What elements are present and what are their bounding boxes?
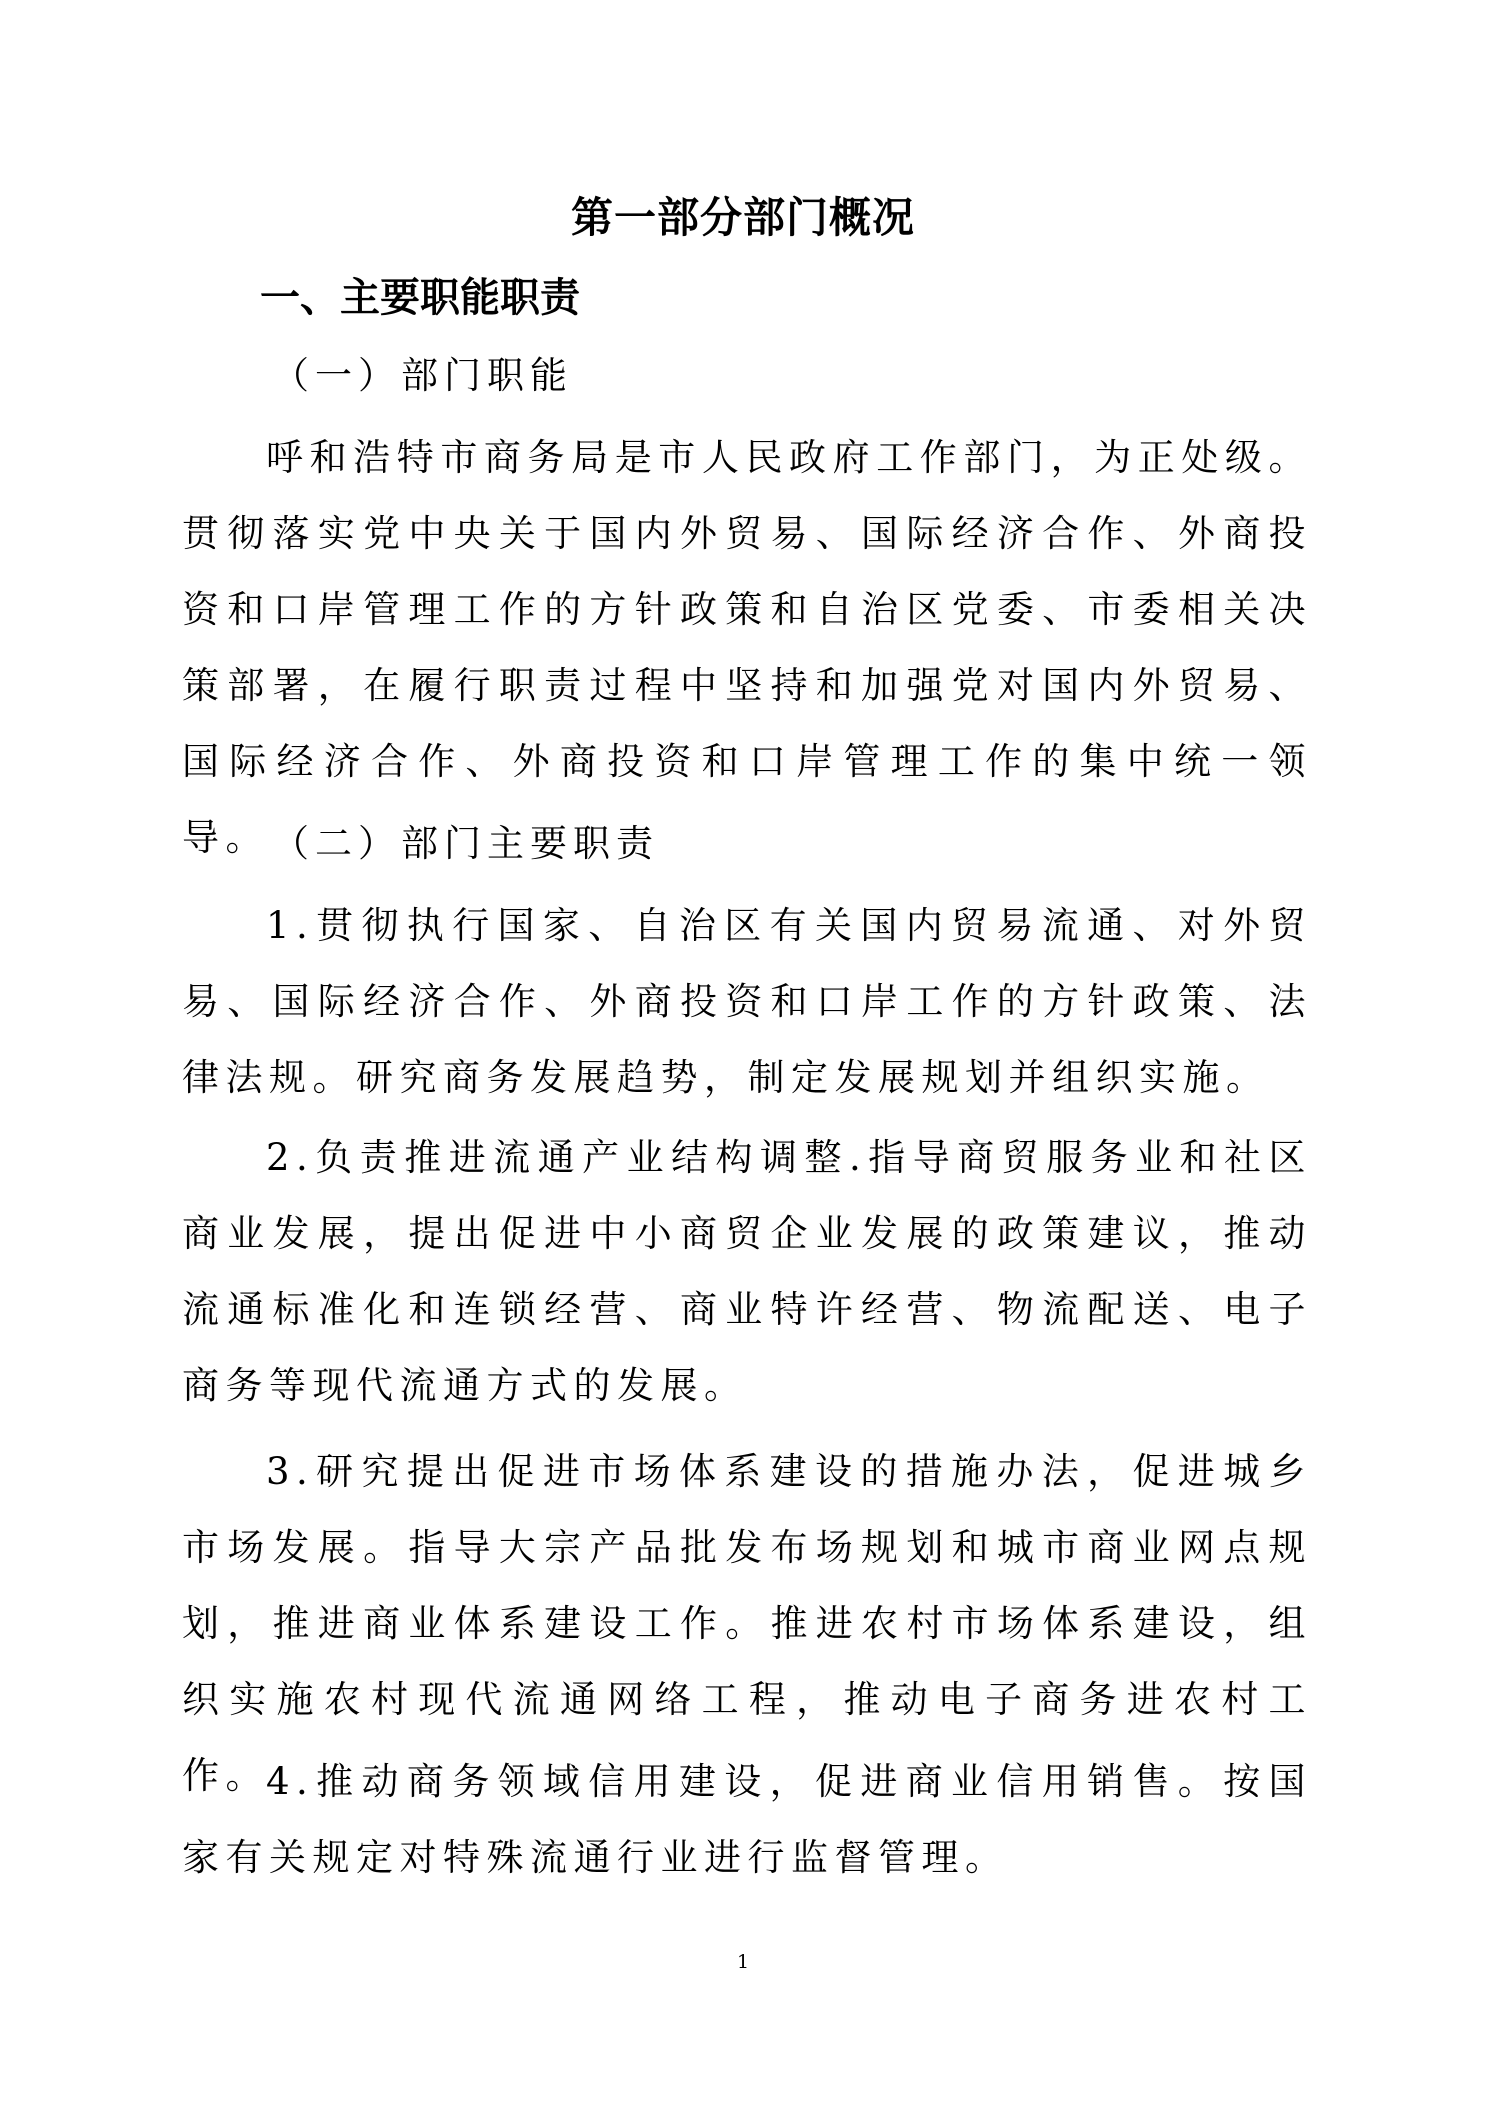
duty-paragraph-3: 3.研究提出促进市场体系建设的措施办法，促进城乡市场发展。指导大宗产品批发布场规划和城市商业网点规划，推进商业体系建设工作。推进农村市场体系建设，组织实施农村现代流通网络工程，推动电子商务进农村工作。	[182, 1450, 1312, 1797]
subsection-main-duties: （二）部门主要职责	[272, 822, 659, 865]
document-title: 第一部分部门概况	[570, 193, 915, 242]
subsection-department-functions: （一）部门职能	[272, 354, 573, 397]
page-number: 1	[736, 1951, 750, 1973]
section-heading: 一、主要职能职责	[260, 274, 580, 321]
duty-paragraph-1: 1.贯彻执行国家、自治区有关国内贸易流通、对外贸易、国际经济合作、外商投资和口岸工作的方针政策、法律法规。研究商务发展趋势，制定发展规划并组织实施。	[182, 904, 1312, 1099]
duty-paragraph-2: 2.负责推进流通产业结构调整.指导商贸服务业和社区商业发展，提出促进中小商贸企业发展的政策建议，推动流通标准化和连锁经营、商业特许经营、物流配送、电子商务等现代流通方式的发展。	[182, 1136, 1312, 1407]
intro-paragraph: 呼和浩特市商务局是市人民政府工作部门，为正处级。贯彻落实党中央关于国内外贸易、国际经济合作、外商投资和口岸管理工作的方针政策和自治区党委、市委相关决策部署，在履行职责过程中坚持和加强党对国内外贸易、国际经济合作、外商投资和口岸管理工作的集中统一领导。	[182, 436, 1312, 859]
duty-paragraph-4: 4.推动商务领域信用建设，促进商业信用销售。按国家有关规定对特殊流通行业进行监督管理。	[182, 1760, 1312, 1879]
